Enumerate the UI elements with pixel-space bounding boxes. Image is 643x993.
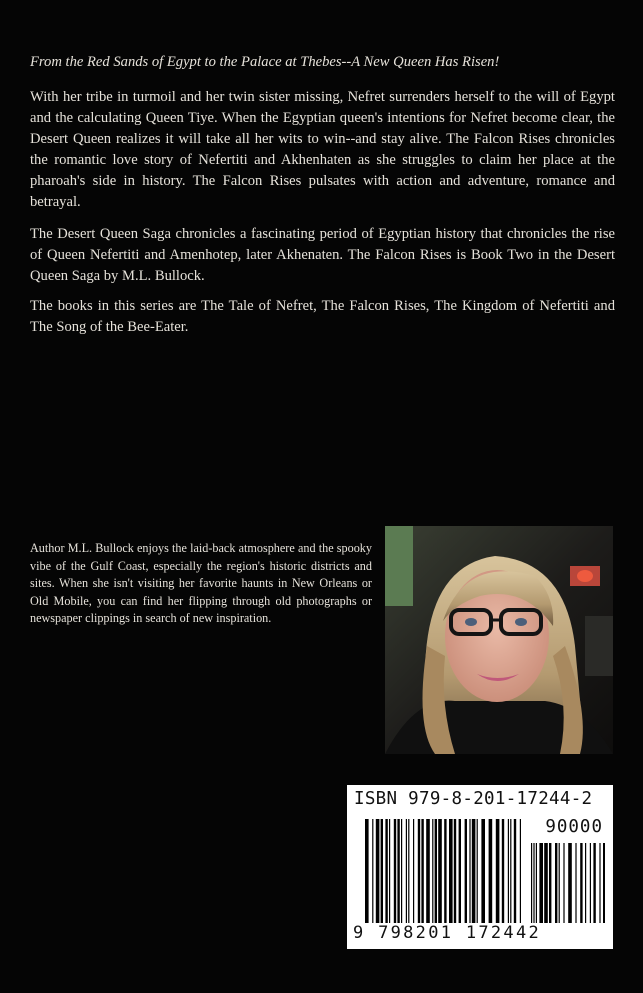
- isbn-barcode: [347, 785, 613, 949]
- ean13-bars: [365, 819, 525, 923]
- series-books-paragraph: The books in this series are The Tale of Nefret, The Falcon Rises, The Kingdom of Nefertiti and The Song of the Bee-Eater.: [30, 298, 615, 335]
- cover-tagline: From the Red Sands of Egypt to the Palace at Thebes--A New Queen Has Risen!: [30, 54, 500, 70]
- series-description-paragraph: The Desert Queen Saga chronicles a fascinating period of Egyptian history that chronicles the rise of Queen Nefertiti and Amenhotep, later Akhenaten. The Falcon Rises is Book Two in the Desert Queen Saga by M.L. Bullock.: [30, 226, 615, 284]
- isbn-digits: 9 798201 172442: [353, 923, 542, 943]
- author-bio: Author M.L. Bullock enjoys the laid-back atmosphere and the spooky vibe of the Gulf Coast, especially the region's historic districts and sites. When she isn't visiting her favorite haunts in New Orleans or Old Mobile, you can find her flipping through old photographs or newspaper clippings in search of new inspiration.: [30, 541, 372, 626]
- addon-bars: [531, 843, 605, 923]
- author-photo: [385, 526, 613, 754]
- isbn-label: ISBN 979-8-201-17244-2: [354, 789, 593, 809]
- synopsis-paragraph: With her tribe in turmoil and her twin sister missing, Nefret surrenders herself to the will of Egypt and the calculating Queen Tiye. When the Egyptian queen's intentions for Nefret become clear, the Desert Queen realizes it will take all her wits to win--and stay alive. The Falcon Rises chronicles the romantic love story of Nefertiti and Akhenhaten as she struggles to claim her place at the pharoah's side in history. The Falcon Rises pulsates with action and adventure, romance and betrayal.: [30, 89, 615, 210]
- price-code: 90000: [545, 817, 603, 837]
